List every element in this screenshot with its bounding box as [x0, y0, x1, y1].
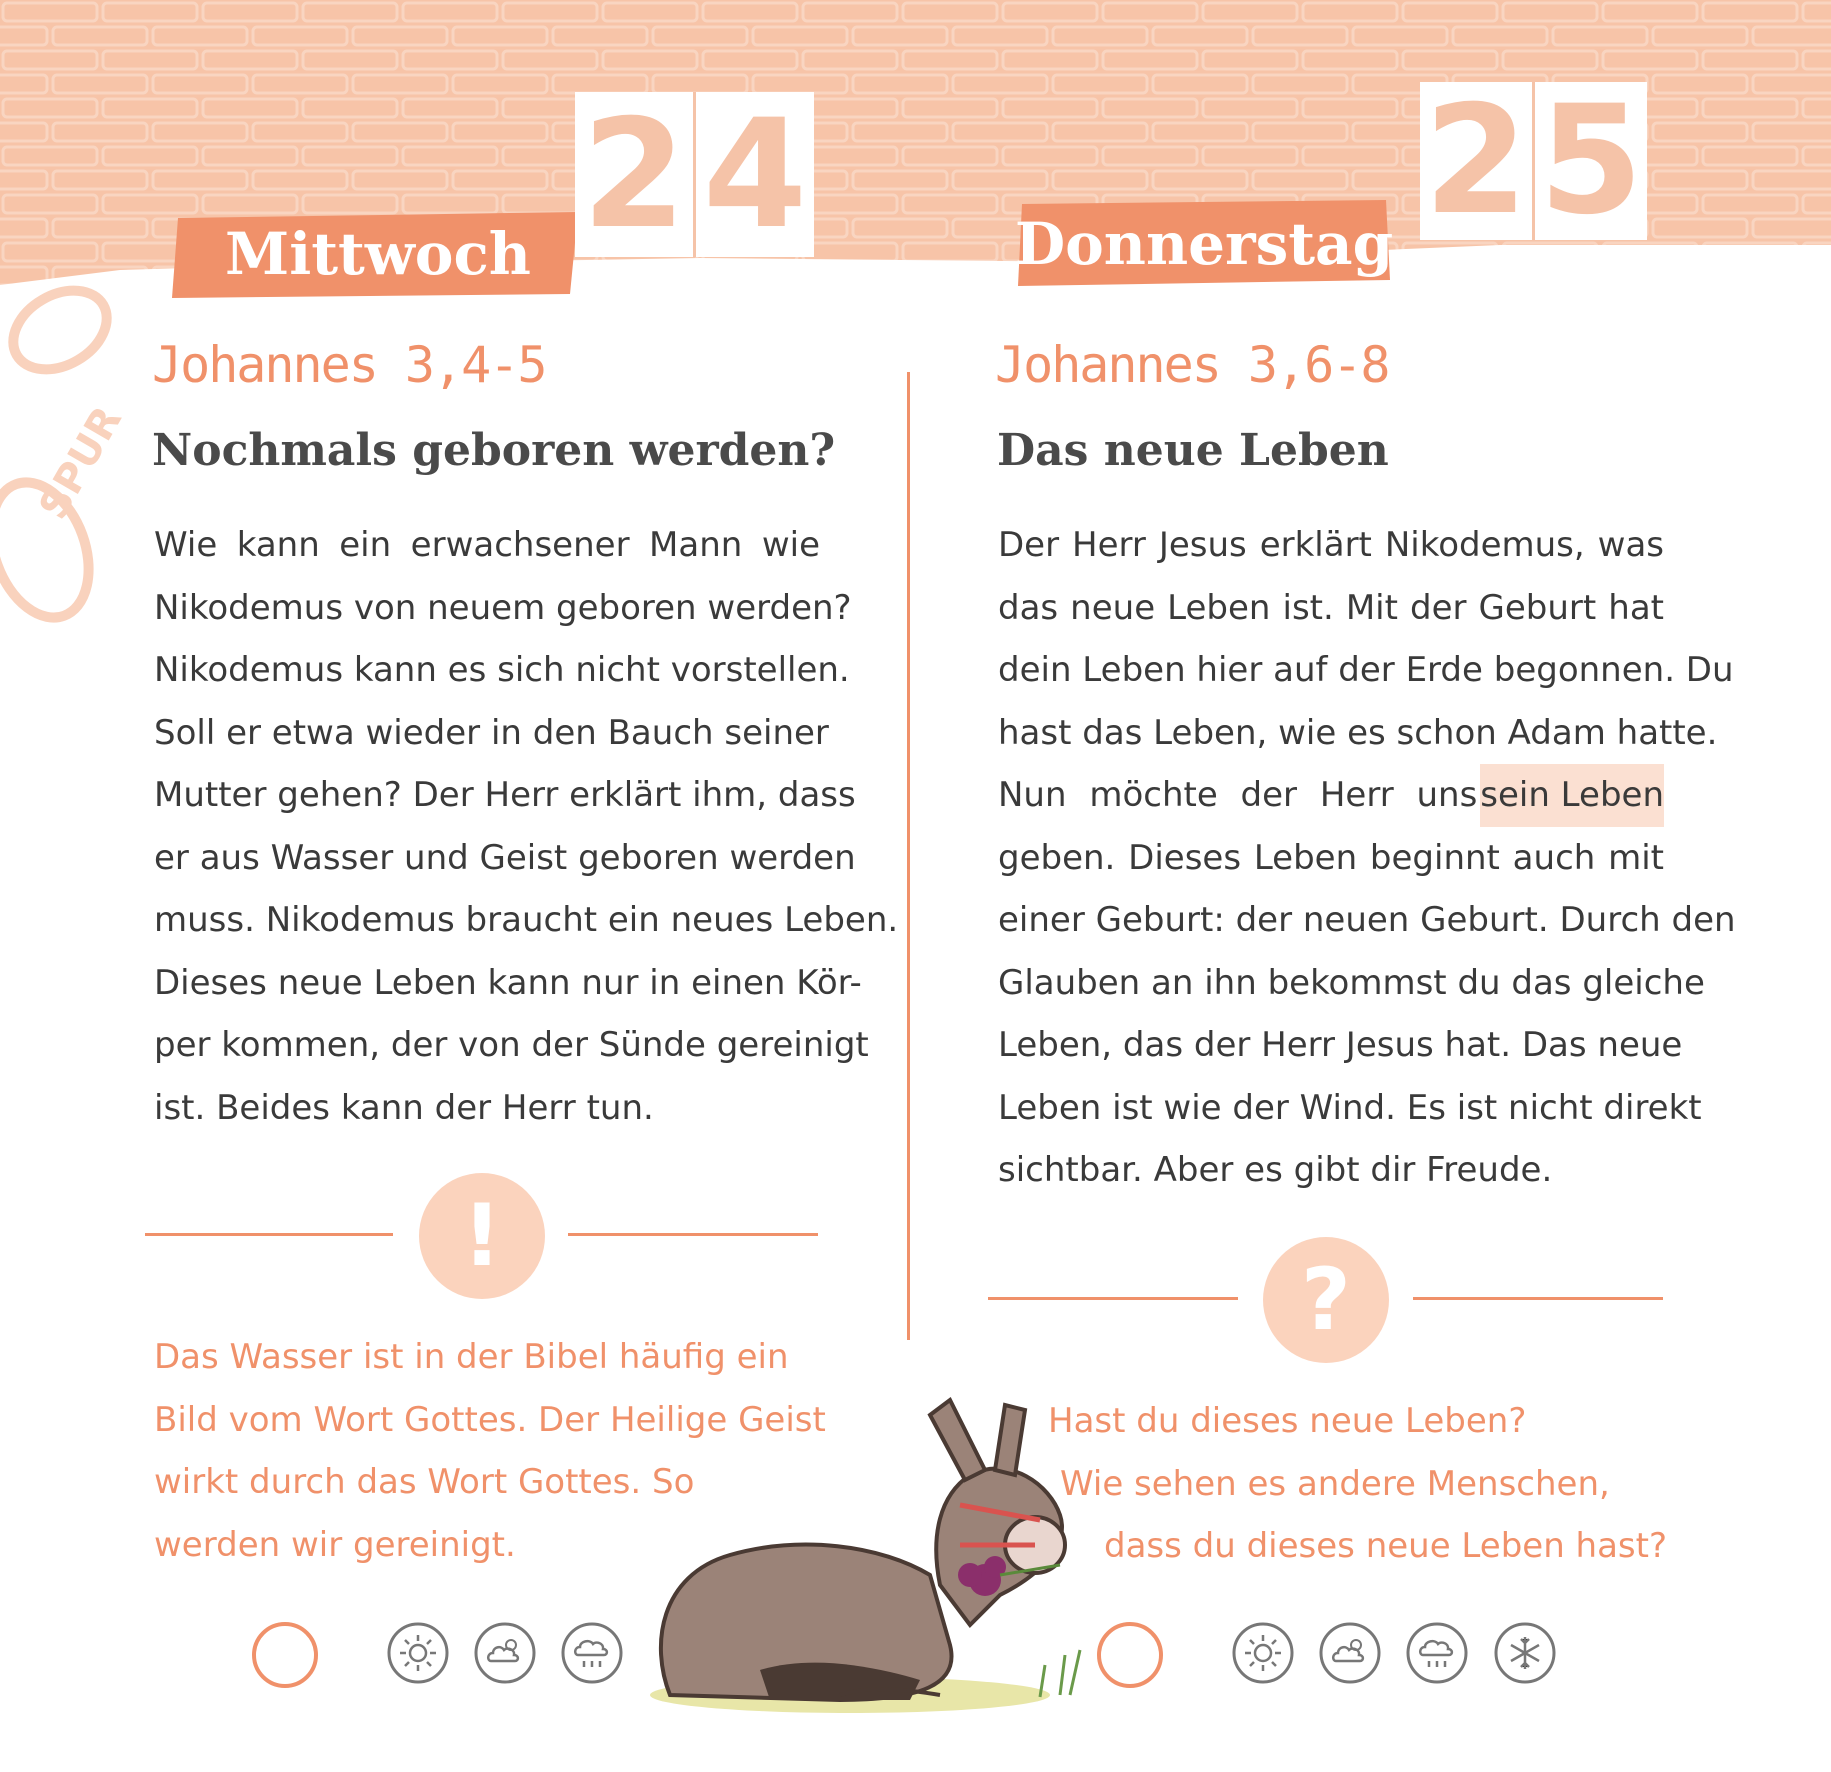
devotion-body [998, 514, 1736, 1202]
cloud-sun-icon[interactable] [1318, 1621, 1382, 1685]
day-digit: 4 [696, 92, 814, 257]
body-line: Dieses neue Leben kann nur in einen Kör- [154, 962, 862, 1003]
stamp-text: SPUR [30, 398, 131, 528]
devotion-title: Das neue Leben [997, 425, 1389, 476]
cloud-sun-icon[interactable] [473, 1621, 537, 1685]
checkbox-circle[interactable] [252, 1622, 318, 1688]
body-line [998, 764, 1664, 827]
note-line: Wie sehen es andere Menschen, [1060, 1463, 1610, 1504]
note-line: Bild vom Wort Gottes. Der Heilige Geist [154, 1399, 826, 1440]
devotion-body [154, 514, 899, 1139]
body-line: einer Geburt: der neuen Geburt. Durch den [998, 900, 1736, 940]
snow-icon[interactable] [1493, 1621, 1557, 1685]
weekday-banner-day1 [172, 210, 584, 298]
rain-icon[interactable] [1405, 1621, 1469, 1685]
bible-reference: Johannes 3,4-5 [152, 336, 546, 394]
weekday-label: Mittwoch [225, 220, 531, 288]
body-line: das neue Leben ist. Mit der Geburt hat [998, 587, 1664, 628]
note-line: wirkt durch das Wort Gottes. So [154, 1462, 695, 1502]
sun-icon[interactable] [1231, 1621, 1295, 1685]
devotion-note [1048, 1390, 1667, 1578]
body-line: ist. Beides kann der Herr tun. [154, 1087, 654, 1128]
body-line: er aus Wasser und Geist geboren werden [154, 837, 856, 878]
devotion-title: Nochmals geboren werden? [152, 425, 836, 476]
body-line: Nikodemus von neuem geboren werden? [154, 587, 852, 628]
day-digit: 2 [1420, 82, 1535, 240]
column-separator [907, 372, 910, 1340]
body-line: per kommen, der von der Sünde gereinigt [154, 1025, 869, 1065]
question-badge-icon: ? [1263, 1237, 1389, 1363]
day-digit: 2 [575, 92, 696, 257]
weekday-label: Donnerstag [1014, 210, 1394, 278]
sun-icon[interactable] [386, 1621, 450, 1685]
divider-line [1413, 1297, 1663, 1300]
body-line: Mutter gehen? Der Herr erklärt ihm, dass [154, 775, 856, 815]
checkbox-circle[interactable] [1097, 1622, 1163, 1688]
divider-line [568, 1233, 818, 1236]
day-number-24 [575, 87, 814, 262]
weekday-banner-day2 [1014, 200, 1394, 288]
bible-reference: Johannes 3,6-8 [995, 336, 1389, 394]
body-line: Glauben an ihn bekommst du das gleiche [998, 962, 1705, 1003]
body-line: Leben ist wie der Wind. Es ist nicht direkt [998, 1087, 1702, 1128]
note-line: Das Wasser ist in der Bibel häufig ein [154, 1337, 789, 1377]
divider-line [988, 1297, 1238, 1300]
body-line: geben. Dieses Leben beginnt auch mit [998, 837, 1664, 878]
day-number-25 [1420, 74, 1647, 248]
body-line: Leben, das der Herr Jesus hat. Das neue [998, 1025, 1683, 1065]
rain-icon[interactable] [560, 1621, 624, 1685]
exclamation-badge-icon: ! [419, 1173, 545, 1299]
body-line-start: Nun möchte der Herr uns [998, 775, 1478, 815]
body-line: Soll er etwa wieder in den Bauch seiner [154, 712, 829, 753]
body-line: sichtbar. Aber es gibt dir Freude. [998, 1150, 1553, 1190]
day-digit: 5 [1535, 82, 1647, 240]
note-line: Hast du dieses neue Leben? [1048, 1401, 1527, 1441]
body-line: hast das Leben, wie es schon Adam hatte. [998, 712, 1718, 753]
body-line: dein Leben hier auf der Erde begonnen. Du [998, 650, 1734, 690]
body-line: muss. Nikodemus braucht ein neues Leben. [154, 900, 899, 940]
note-line: dass du dieses neue Leben hast? [1104, 1526, 1668, 1566]
highlighted-text: sein Leben [1480, 764, 1664, 827]
donkey-illustration [640, 1395, 1100, 1725]
body-line: Der Herr Jesus erklärt Nikodemus, was [998, 525, 1664, 565]
divider-line [145, 1233, 393, 1236]
body-line: Wie kann ein erwachsener Mann wie [154, 525, 820, 565]
body-line: Nikodemus kann es sich nicht vorstellen. [154, 650, 850, 690]
note-line: werden wir gereinigt. [154, 1524, 516, 1565]
